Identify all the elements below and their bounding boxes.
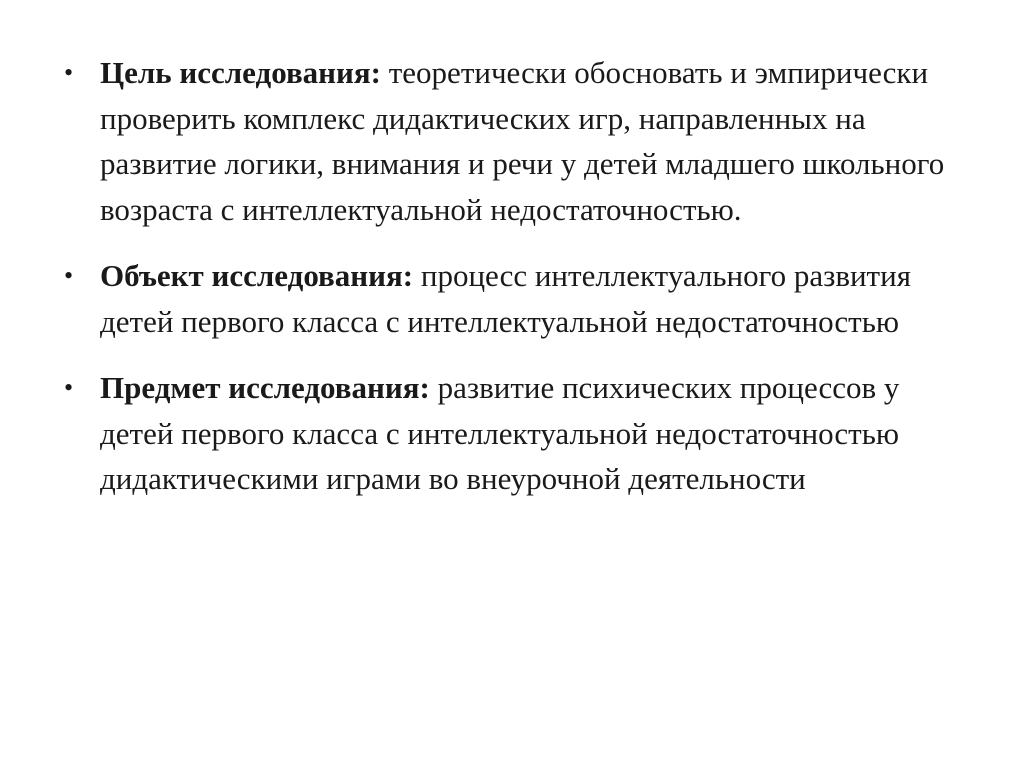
bullet-icon: •: [64, 58, 74, 87]
bullet-item-object: [64, 253, 964, 344]
bullet-term-subject: Предмет исследования:: [100, 370, 438, 405]
bullet-item-goal: [64, 50, 964, 232]
research-bullet-list: [64, 50, 964, 523]
bullet-text-subject: развитие психических процессов у детей первого класса с интеллектуальной недостаточностью дидактическими играми во внеурочной деятельности: [100, 370, 900, 496]
bullet-term-object: Объект исследования:: [100, 258, 421, 293]
bullet-text-object: процесс интеллектуального развития детей первого класса с интеллектуальной недостаточностью: [100, 258, 911, 339]
bullet-term-goal: Цель исследования:: [100, 55, 389, 90]
bullet-item-subject: [64, 365, 964, 502]
bullet-icon: •: [64, 261, 74, 290]
bullet-text-goal: теоретически обосновать и эмпирически проверить комплекс дидактических игр, направленных на развитие логики, внимания и речи у детей младшего школьного возраста с интеллектуальной недостаточностью.: [100, 55, 945, 227]
bullet-icon: •: [64, 373, 74, 402]
